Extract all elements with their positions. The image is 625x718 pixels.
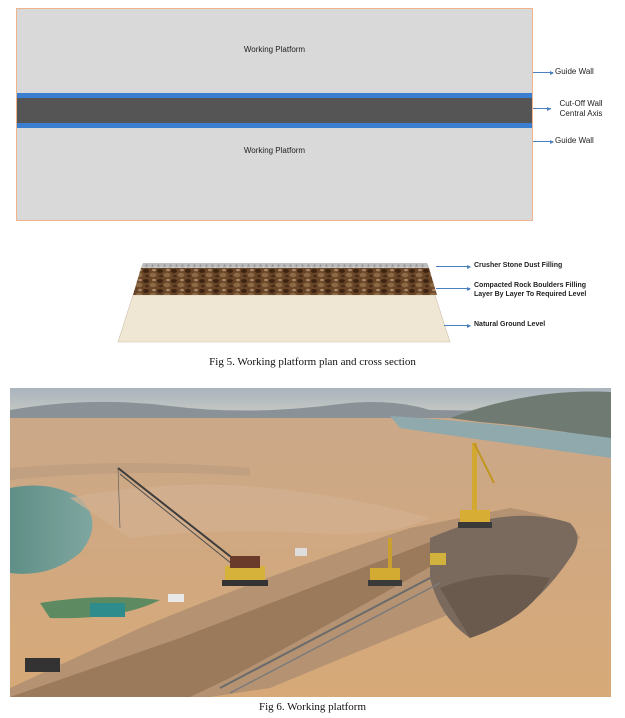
guide-wall-top-label: Guide Wall (555, 67, 594, 76)
natural-ground-label: Natural Ground Level (474, 321, 546, 328)
central-axis-label: Central Axis (559, 109, 603, 118)
working-platform-photo (10, 388, 611, 697)
rock-boulders-label-line1: Compacted Rock Boulders Filling (474, 282, 587, 289)
crusher-dust-layer (141, 263, 429, 268)
cutoff-wall-label: Cut-Off Wall (559, 99, 603, 108)
plan-view (16, 8, 533, 221)
rock-boulders-label (474, 281, 586, 299)
working-platform-label-bottom: Working Platform (243, 146, 306, 155)
guide-wall-bottom-band (17, 123, 532, 128)
fig5-caption: Fig 5. Working platform plan and cross section (209, 356, 416, 368)
guide-wall-bottom-label: Guide Wall (555, 136, 594, 145)
rock-boulder-layer (133, 268, 437, 295)
cross-section-diagram (115, 258, 455, 348)
working-platform-label-top: Working Platform (243, 45, 306, 54)
natural-ground-layer (118, 295, 450, 342)
cutoff-wall-band (17, 98, 532, 123)
fig6-caption: Fig 6. Working platform (258, 701, 367, 713)
crusher-dust-label: Crusher Stone Dust Filling (474, 262, 563, 269)
cutoff-wall-axis-label (553, 99, 609, 119)
rock-boulders-label-line2: Layer By Layer To Required Level (474, 291, 587, 298)
